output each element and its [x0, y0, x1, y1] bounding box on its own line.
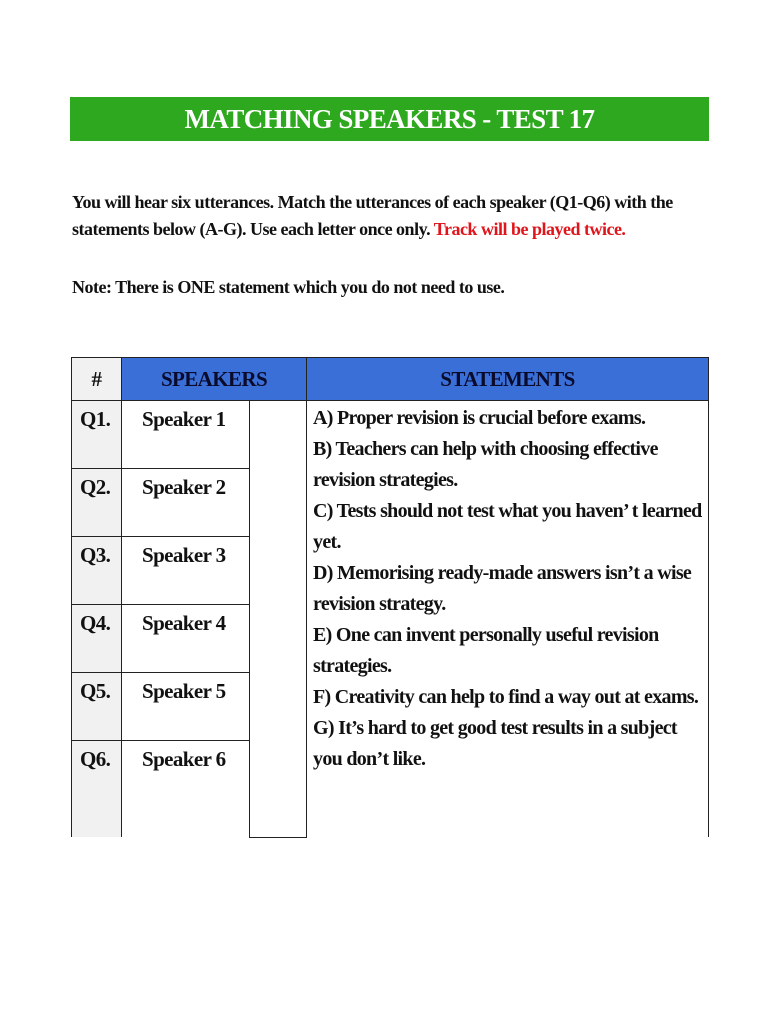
question-number: Q1.: [72, 401, 122, 469]
header-speakers: SPEAKERS: [122, 358, 307, 401]
table-header-row: [72, 358, 709, 401]
header-number: #: [72, 358, 122, 401]
instructions: [72, 189, 732, 243]
statement-a: A) Proper revision is crucial before exams.: [313, 407, 646, 429]
question-number: Q6.: [72, 741, 122, 838]
statement-f: F) Creativity can help to find a way out at exams.: [313, 686, 699, 708]
header-statements: STATEMENTS: [307, 358, 709, 401]
answer-column[interactable]: [250, 401, 307, 838]
statement-g: G) It’s hard to get good test results in a subject you don’t like.: [313, 717, 677, 770]
page-title: MATCHING SPEAKERS - TEST 17: [70, 97, 709, 141]
question-number: Q3.: [72, 537, 122, 605]
statement-c: C) Tests should not test what you haven’ t learned yet.: [313, 500, 702, 553]
table-row: [72, 401, 709, 469]
speaker-label: Speaker 1: [122, 401, 250, 469]
statement-d: D) Memorising ready-made answers isn’t a wise revision strategy.: [313, 562, 692, 615]
speaker-label: Speaker 4: [122, 605, 250, 673]
question-number: Q4.: [72, 605, 122, 673]
statement-e: E) One can invent personally useful revision strategies.: [313, 624, 659, 677]
speaker-label: Speaker 3: [122, 537, 250, 605]
note: Note: There is ONE statement which you do not need to use.: [72, 277, 505, 297]
question-number: Q2.: [72, 469, 122, 537]
question-number: Q5.: [72, 673, 122, 741]
statements-cell: [307, 401, 709, 838]
speaker-label: Speaker 5: [122, 673, 250, 741]
statement-b: B) Teachers can help with choosing effective revision strategies.: [313, 438, 658, 491]
instructions-warning: Track will be played twice.: [433, 219, 626, 239]
speaker-label: Speaker 6: [122, 741, 250, 838]
instructions-text: You will hear six utterances. Match the utterances of each speaker (Q1-Q6) with the statements below (A-G). Use each letter once only.: [72, 192, 673, 239]
matching-table: [71, 357, 709, 838]
speaker-label: Speaker 2: [122, 469, 250, 537]
